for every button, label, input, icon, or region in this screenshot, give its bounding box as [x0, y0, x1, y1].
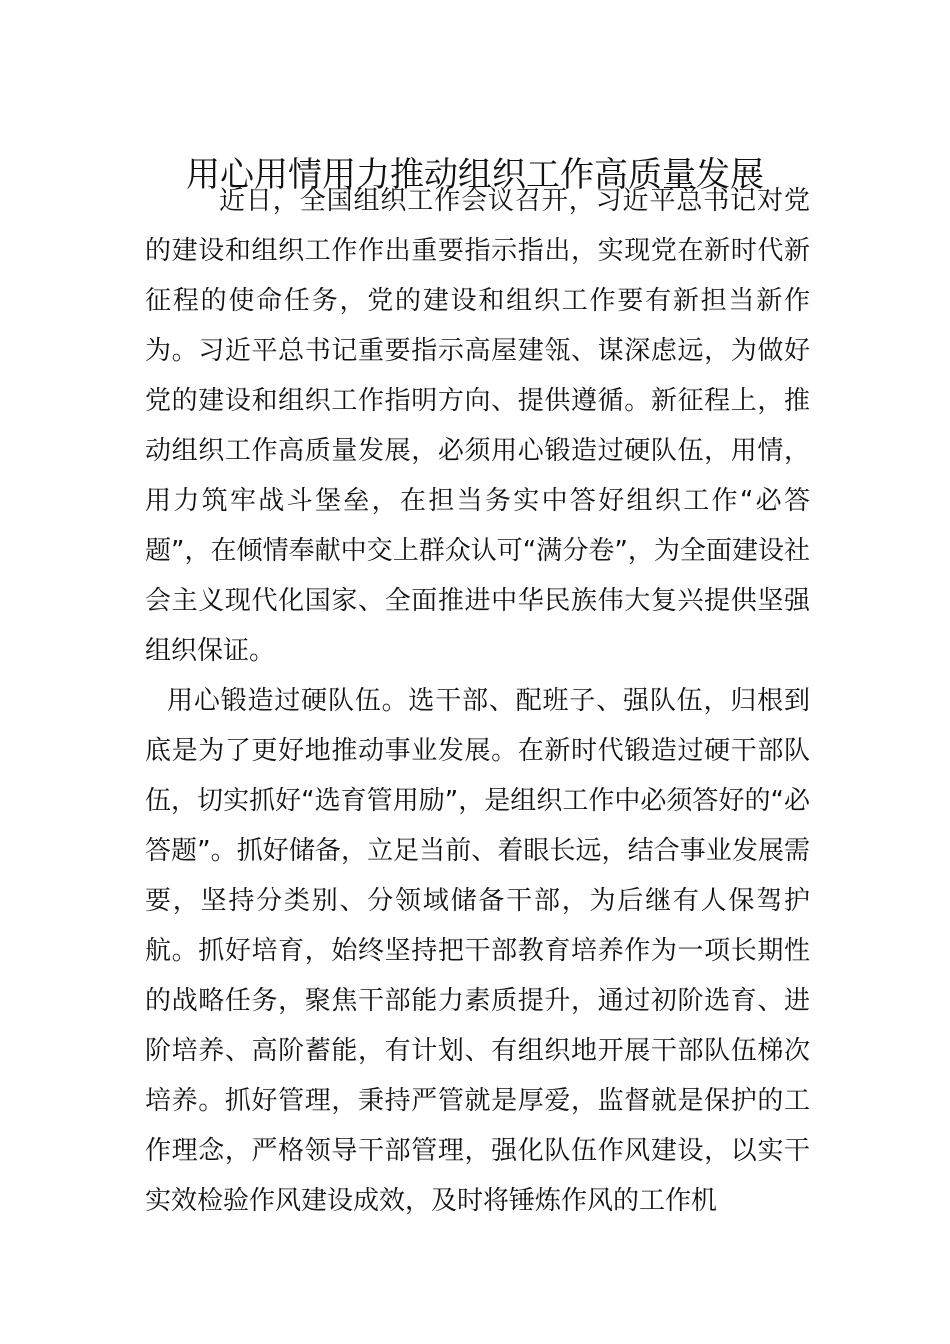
- document-body: [145, 176, 810, 1226]
- document-title: 用心用情用力推动组织工作高质量发展: [186, 154, 764, 195]
- paragraph-team-building: 用心锻造过硬队伍。选干部、配班子、强队伍，归根到底是为了更好地推动事业发展。在新时代锻造过硬干部队伍，切实抓好“选育管用励”，是组织工作中必须答好的“必答题”。抓好储备，立足当前、着眼长远，结合事业发展需要，坚持分类别、分领域储备干部，为后继有人保驾护航。抓好培育，始终坚持把干部教育培养作为一项长期性的战略任务，聚焦干部能力素质提升，通过初阶选育、进阶培养、高阶蓄能，有计划、有组织地开展干部队伍梯次培养。抓好管理，秉持严管就是厚爱，监督就是保护的工作理念，严格领导干部管理，强化队伍作风建设，以实干实效检验作风建设成效，及时将锤炼作风的工作机: [145, 686, 810, 1216]
- paragraph-intro: 近日，全国组织工作会议召开，习近平总书记对党的建设和组织工作作出重要指示指出，实现党在新时代新征程的使命任务，党的建设和组织工作要有新担当新作为。习近平总书记重要指示高屋建瓴、谋深虑远，为做好党的建设和组织工作指明方向、提供遵循。新征程上，推动组织工作高质量发展，必须用心锻造过硬队伍，用情，用力筑牢战斗堡垒，在担当务实中答好组织工作“必答题”，在倾情奉献中交上群众认可“满分卷”，为全面建设社会主义现代化国家、全面推进中华民族伟大复兴提供坚强组织保证。: [145, 186, 810, 666]
